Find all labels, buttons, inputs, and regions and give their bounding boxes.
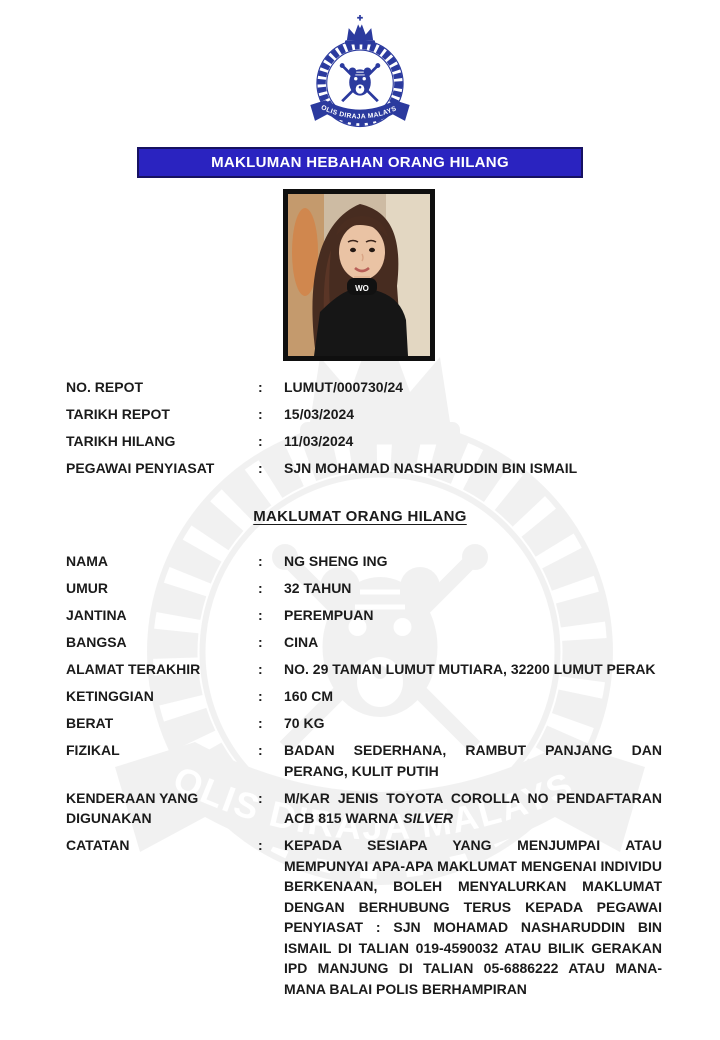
photo-illustration: [288, 194, 430, 356]
field-row-tarikh-hilang: [66, 431, 662, 452]
field-value: 70 KG: [284, 715, 325, 731]
field-label: KENDERAAN YANG DIGUNAKAN: [66, 789, 199, 826]
field-row-berat: [66, 713, 662, 734]
field-colon: :: [258, 715, 263, 731]
field-label: ALAMAT TERAKHIR: [66, 661, 201, 677]
field-value: SJN MOHAMAD NASHARUDDIN BIN ISMAIL: [284, 460, 578, 476]
field-row-tarikh-repot: [66, 404, 662, 425]
field-row-jantina: [66, 605, 662, 626]
report-details-section: [66, 377, 662, 485]
field-colon: :: [258, 379, 263, 395]
field-colon: :: [258, 460, 263, 476]
field-value: PEREMPUAN: [284, 607, 374, 623]
field-row-catatan: [66, 835, 662, 999]
field-value: LUMUT/000730/24: [284, 379, 404, 395]
missing-person-photo: [283, 189, 435, 361]
field-value: KEPADA SESIAPA YANG MENJUMPAI ATAU MEMPUNYAI APA-APA MAKLUMAT MENGENAI INDIVIDU BERKENAAN, BOLEH MENYALURKAN MAKLUMAT DENGAN BERHUBUNG TERUS KEPADA PEGAWAI PENYIASAT : SJN MOHAMAD NASHARUDDIN BIN ISMAIL DI TALIAN 019-4590032 ATAU BILIK GERAKAN IPD MANJUNG DI TALIAN 05-6886222 ATAU MANA-MANA BALAI POLIS BERHAMPIRAN: [284, 837, 662, 997]
shirt-logo-text: WO: [355, 284, 369, 293]
field-label: TARIKH REPOT: [66, 406, 170, 422]
field-value: 11/03/2024: [284, 433, 354, 449]
field-row-pegawai-penyiasat: [66, 458, 662, 479]
field-colon: :: [258, 789, 263, 806]
field-value: 15/03/2024: [284, 406, 355, 422]
field-colon: :: [258, 688, 263, 704]
field-label: BERAT: [66, 715, 114, 731]
field-row-kenderaan: [66, 788, 662, 829]
field-colon: :: [258, 837, 263, 853]
field-row-alamat-terakhir: [66, 659, 662, 680]
field-value: 160 CM: [284, 688, 334, 704]
banner-title: MAKLUMAN HEBAHAN ORANG HILANG: [211, 154, 509, 171]
field-colon: :: [258, 553, 263, 569]
field-value: NG SHENG ING: [284, 553, 388, 569]
field-value: [284, 788, 662, 829]
field-colon: :: [258, 634, 263, 650]
field-value: NO. 29 TAMAN LUMUT MUTIARA, 32200 LUMUT PERAK: [284, 661, 656, 677]
section-title: MAKLUMAT ORANG HILANG: [253, 508, 467, 525]
field-colon: :: [258, 580, 263, 596]
field-colon: :: [258, 742, 263, 758]
field-colon: :: [258, 661, 263, 677]
field-colon: :: [258, 607, 263, 623]
person-details-section: [66, 551, 662, 1006]
field-label: PEGAWAI PENYIASAT: [66, 460, 215, 476]
field-label: CATATAN: [66, 837, 130, 853]
pdrm-crest-logo: [304, 14, 417, 134]
field-colon: :: [258, 406, 263, 422]
field-label: NO. REPOT: [66, 379, 144, 395]
field-row-fizikal: [66, 740, 662, 781]
field-label: KETINGGIAN: [66, 688, 154, 704]
field-row-bangsa: [66, 632, 662, 653]
field-value: BADAN SEDERHANA, RAMBUT PANJANG DAN PERANG, KULIT PUTIH: [284, 742, 662, 779]
field-value: CINA: [284, 634, 319, 650]
field-row-nama: [66, 551, 662, 572]
field-colon: :: [258, 433, 263, 449]
notice-banner: [137, 147, 583, 178]
field-label: JANTINA: [66, 607, 127, 623]
field-value: 32 TAHUN: [284, 580, 352, 596]
field-label: BANGSA: [66, 634, 127, 650]
vehicle-colour-italic: SILVER: [403, 810, 454, 826]
field-row-umur: [66, 578, 662, 599]
field-row-ketinggian: [66, 686, 662, 707]
vehicle-value-text: M/KAR JENIS TOYOTA COROLLA NO PENDAFTARAN ACB 815 WARNA: [284, 789, 662, 826]
field-label: UMUR: [66, 580, 108, 596]
field-label: NAMA: [66, 553, 108, 569]
field-row-no-repot: [66, 377, 662, 398]
field-label: FIZIKAL: [66, 742, 120, 758]
field-label: TARIKH HILANG: [66, 433, 176, 449]
